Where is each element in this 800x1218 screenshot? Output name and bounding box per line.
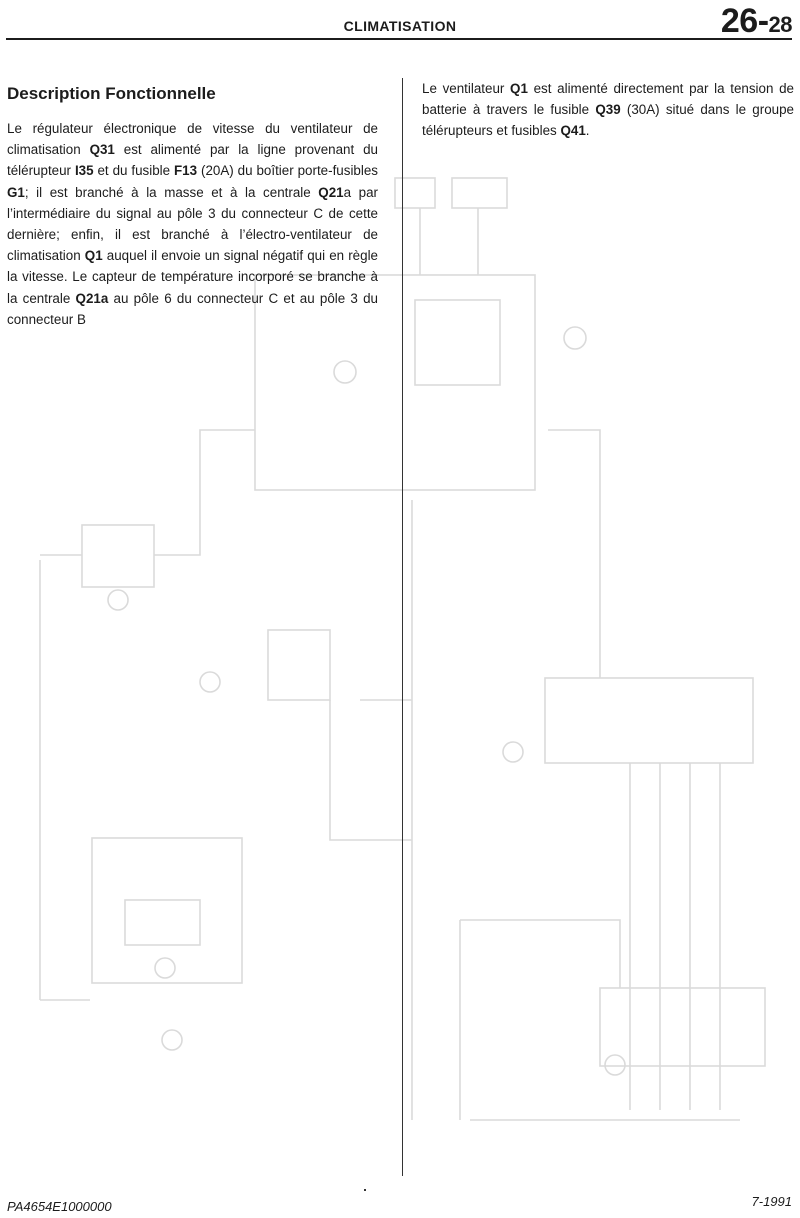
text-run: auquel il envoie un signal négatif qui en règle la vitesse. Le capteur de température incorporé se branche à la centrale [7,248,378,306]
text-run: . [585,123,590,139]
ref-q21a: Q21a [75,290,109,306]
column-divider [402,78,403,1176]
text-run: a par l’intermédiaire du signal au pôle 3 du connecteur C de cette dernière; enfin, il est branché à l’électro-ventilateur de climatisation [7,184,378,264]
header-rule [6,38,792,40]
text-run: et du fusible [93,163,174,179]
ref-q31: Q31 [89,142,115,158]
text-run: est alimenté par la ligne provenant du télérupteur [7,142,378,179]
ref-q1: Q1 [510,81,528,96]
document-code: PA4654E1000000 [7,1199,112,1214]
ref-q1: Q1 [84,248,103,264]
ref-q39: Q39 [595,102,621,118]
page-number-sub: 28 [768,12,792,37]
text-run: ; il est branché à la masse et à la centrale [24,184,319,200]
ref-g1: G1 [7,184,25,200]
section-title: Description Fonctionnelle [7,84,216,103]
text-run: Le régulateur électronique de vitesse du ventilateur de climatisation [7,121,378,158]
ref-i35: I35 [74,163,94,179]
text-run: est alimenté directement par la tension de batterie à travers le fusible [422,81,794,118]
ref-f13: F13 [174,163,198,179]
right-paragraph [422,78,794,142]
speck [364,1189,366,1191]
document-date: 7-1991 [751,1194,792,1209]
text-run: au pôle 6 du connecteur C et au pôle 3 du connecteur B [7,290,378,327]
ref-q41: Q41 [560,123,586,139]
text-run: Le ventilateur [422,81,511,96]
ref-q21: Q21 [318,184,344,200]
header-title: CLIMATISATION [343,18,457,34]
page-number [721,2,792,41]
page-number-main: 26- [720,2,769,40]
text-run: (30A) situé dans le groupe télérupteurs et fusibles [422,102,794,139]
text-run: (20A) du boîtier porte-fusibles [197,163,378,179]
left-paragraph [7,118,378,330]
